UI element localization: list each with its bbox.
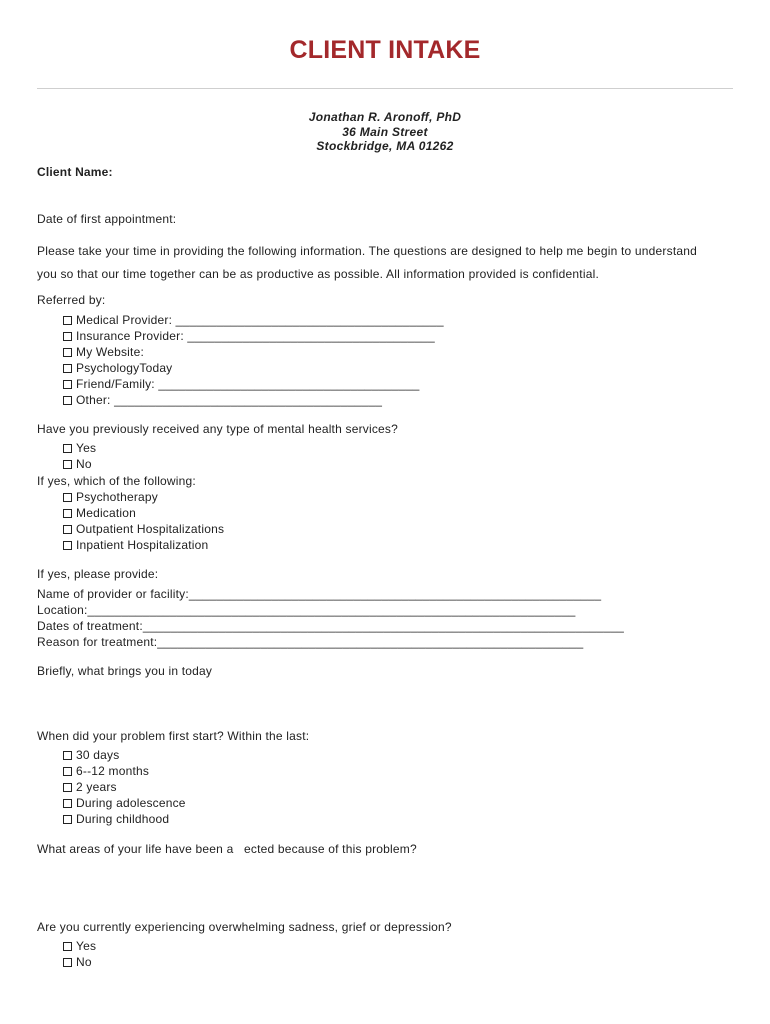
intro-line-1: Please take your time in providing the following information. The questions are designed to help me begin to understand xyxy=(37,244,697,258)
referred-option-friend-family[interactable] xyxy=(63,377,420,391)
checkbox[interactable] xyxy=(63,380,72,389)
option-label: Inpatient Hospitalization xyxy=(76,538,209,552)
provider-city: Stockbridge, MA 01262 xyxy=(316,139,454,153)
referred-option-insurance-provider[interactable] xyxy=(63,329,435,343)
sadness-no[interactable] xyxy=(63,955,92,969)
provider-street: 36 Main Street xyxy=(342,124,428,139)
option-label: 6--12 months xyxy=(76,764,150,778)
option-label: Friend/Family: ______________________________________ xyxy=(76,377,420,391)
checkbox[interactable] xyxy=(63,783,72,792)
checkbox[interactable] xyxy=(63,444,72,453)
option-label: During childhood xyxy=(76,812,170,826)
start-30-days[interactable] xyxy=(63,748,119,762)
start-childhood[interactable] xyxy=(63,812,169,826)
service-inpatient[interactable] xyxy=(63,538,208,552)
option-label: 2 years xyxy=(76,780,117,794)
checkbox[interactable] xyxy=(63,815,72,824)
option-label: My Website: xyxy=(76,345,144,359)
option-label: Outpatient Hospitalizations xyxy=(76,522,225,536)
option-label: During adolescence xyxy=(76,796,186,810)
checkbox[interactable] xyxy=(63,958,72,967)
previous-services-no[interactable] xyxy=(63,457,92,471)
checkbox[interactable] xyxy=(63,942,72,951)
provide-label: If yes, please provide: xyxy=(37,567,159,581)
intro-line-2: you so that our time together can be as productive as possible. All information provided is confidential. xyxy=(37,267,599,281)
sadness-question: Are you currently experiencing overwhelming sadness, grief or depression? xyxy=(37,920,452,934)
checkbox[interactable] xyxy=(63,460,72,469)
referred-option-psychologytoday[interactable] xyxy=(63,361,172,375)
referred-option-website[interactable] xyxy=(63,345,144,359)
checkbox[interactable] xyxy=(63,316,72,325)
referred-by-label: Referred by: xyxy=(37,293,106,307)
areas-affected-question: What areas of your life have been a ected because of this problem? xyxy=(37,842,417,856)
provider-address xyxy=(0,110,770,154)
start-adolescence[interactable] xyxy=(63,796,186,810)
option-label: PsychologyToday xyxy=(76,361,173,375)
problem-start-question: When did your problem first start? Within the last: xyxy=(37,729,310,743)
option-label: Psychotherapy xyxy=(76,490,158,504)
option-label: Yes xyxy=(76,441,97,455)
location-field[interactable]: Location:_______________________________________________________________________ xyxy=(37,603,576,617)
referred-option-medical-provider[interactable] xyxy=(63,313,444,327)
checkbox[interactable] xyxy=(63,799,72,808)
option-label: Other: _______________________________________ xyxy=(76,393,383,407)
checkbox[interactable] xyxy=(63,396,72,405)
option-label: Medical Provider: _______________________________________ xyxy=(76,313,444,327)
client-name-label: Client Name: xyxy=(37,165,113,179)
checkbox[interactable] xyxy=(63,767,72,776)
checkbox[interactable] xyxy=(63,751,72,760)
start-6-12-months[interactable] xyxy=(63,764,149,778)
service-psychotherapy[interactable] xyxy=(63,490,158,504)
option-label: 30 days xyxy=(76,748,120,762)
title-divider xyxy=(37,88,733,89)
which-services-question: If yes, which of the following: xyxy=(37,474,196,488)
reason-field[interactable]: Reason for treatment:______________________________________________________________ xyxy=(37,635,584,649)
previous-services-question: Have you previously received any type of mental health services? xyxy=(37,422,398,436)
checkbox[interactable] xyxy=(63,509,72,518)
checkbox[interactable] xyxy=(63,525,72,534)
previous-services-yes[interactable] xyxy=(63,441,96,455)
service-medication[interactable] xyxy=(63,506,136,520)
provider-name-field[interactable]: Name of provider or facility:____________________________________________________________ xyxy=(37,587,602,601)
service-outpatient[interactable] xyxy=(63,522,224,536)
checkbox[interactable] xyxy=(63,332,72,341)
option-label: No xyxy=(76,955,92,969)
option-label: Medication xyxy=(76,506,137,520)
start-2-years[interactable] xyxy=(63,780,117,794)
brings-you-question: Briefly, what brings you in today xyxy=(37,664,213,678)
checkbox[interactable] xyxy=(63,348,72,357)
dates-field[interactable]: Dates of treatment:______________________________________________________________________ xyxy=(37,619,625,633)
referred-option-other[interactable] xyxy=(63,393,382,407)
option-label: Insurance Provider: ____________________________________ xyxy=(76,329,435,343)
checkbox[interactable] xyxy=(63,541,72,550)
provider-name: Jonathan R. Aronoff, PhD xyxy=(308,110,462,124)
first-appointment-label: Date of first appointment: xyxy=(37,212,177,226)
page-title: CLIENT INTAKE xyxy=(289,36,481,64)
sadness-yes[interactable] xyxy=(63,939,96,953)
option-label: No xyxy=(76,457,92,471)
checkbox[interactable] xyxy=(63,364,72,373)
option-label: Yes xyxy=(76,939,97,953)
checkbox[interactable] xyxy=(63,493,72,502)
